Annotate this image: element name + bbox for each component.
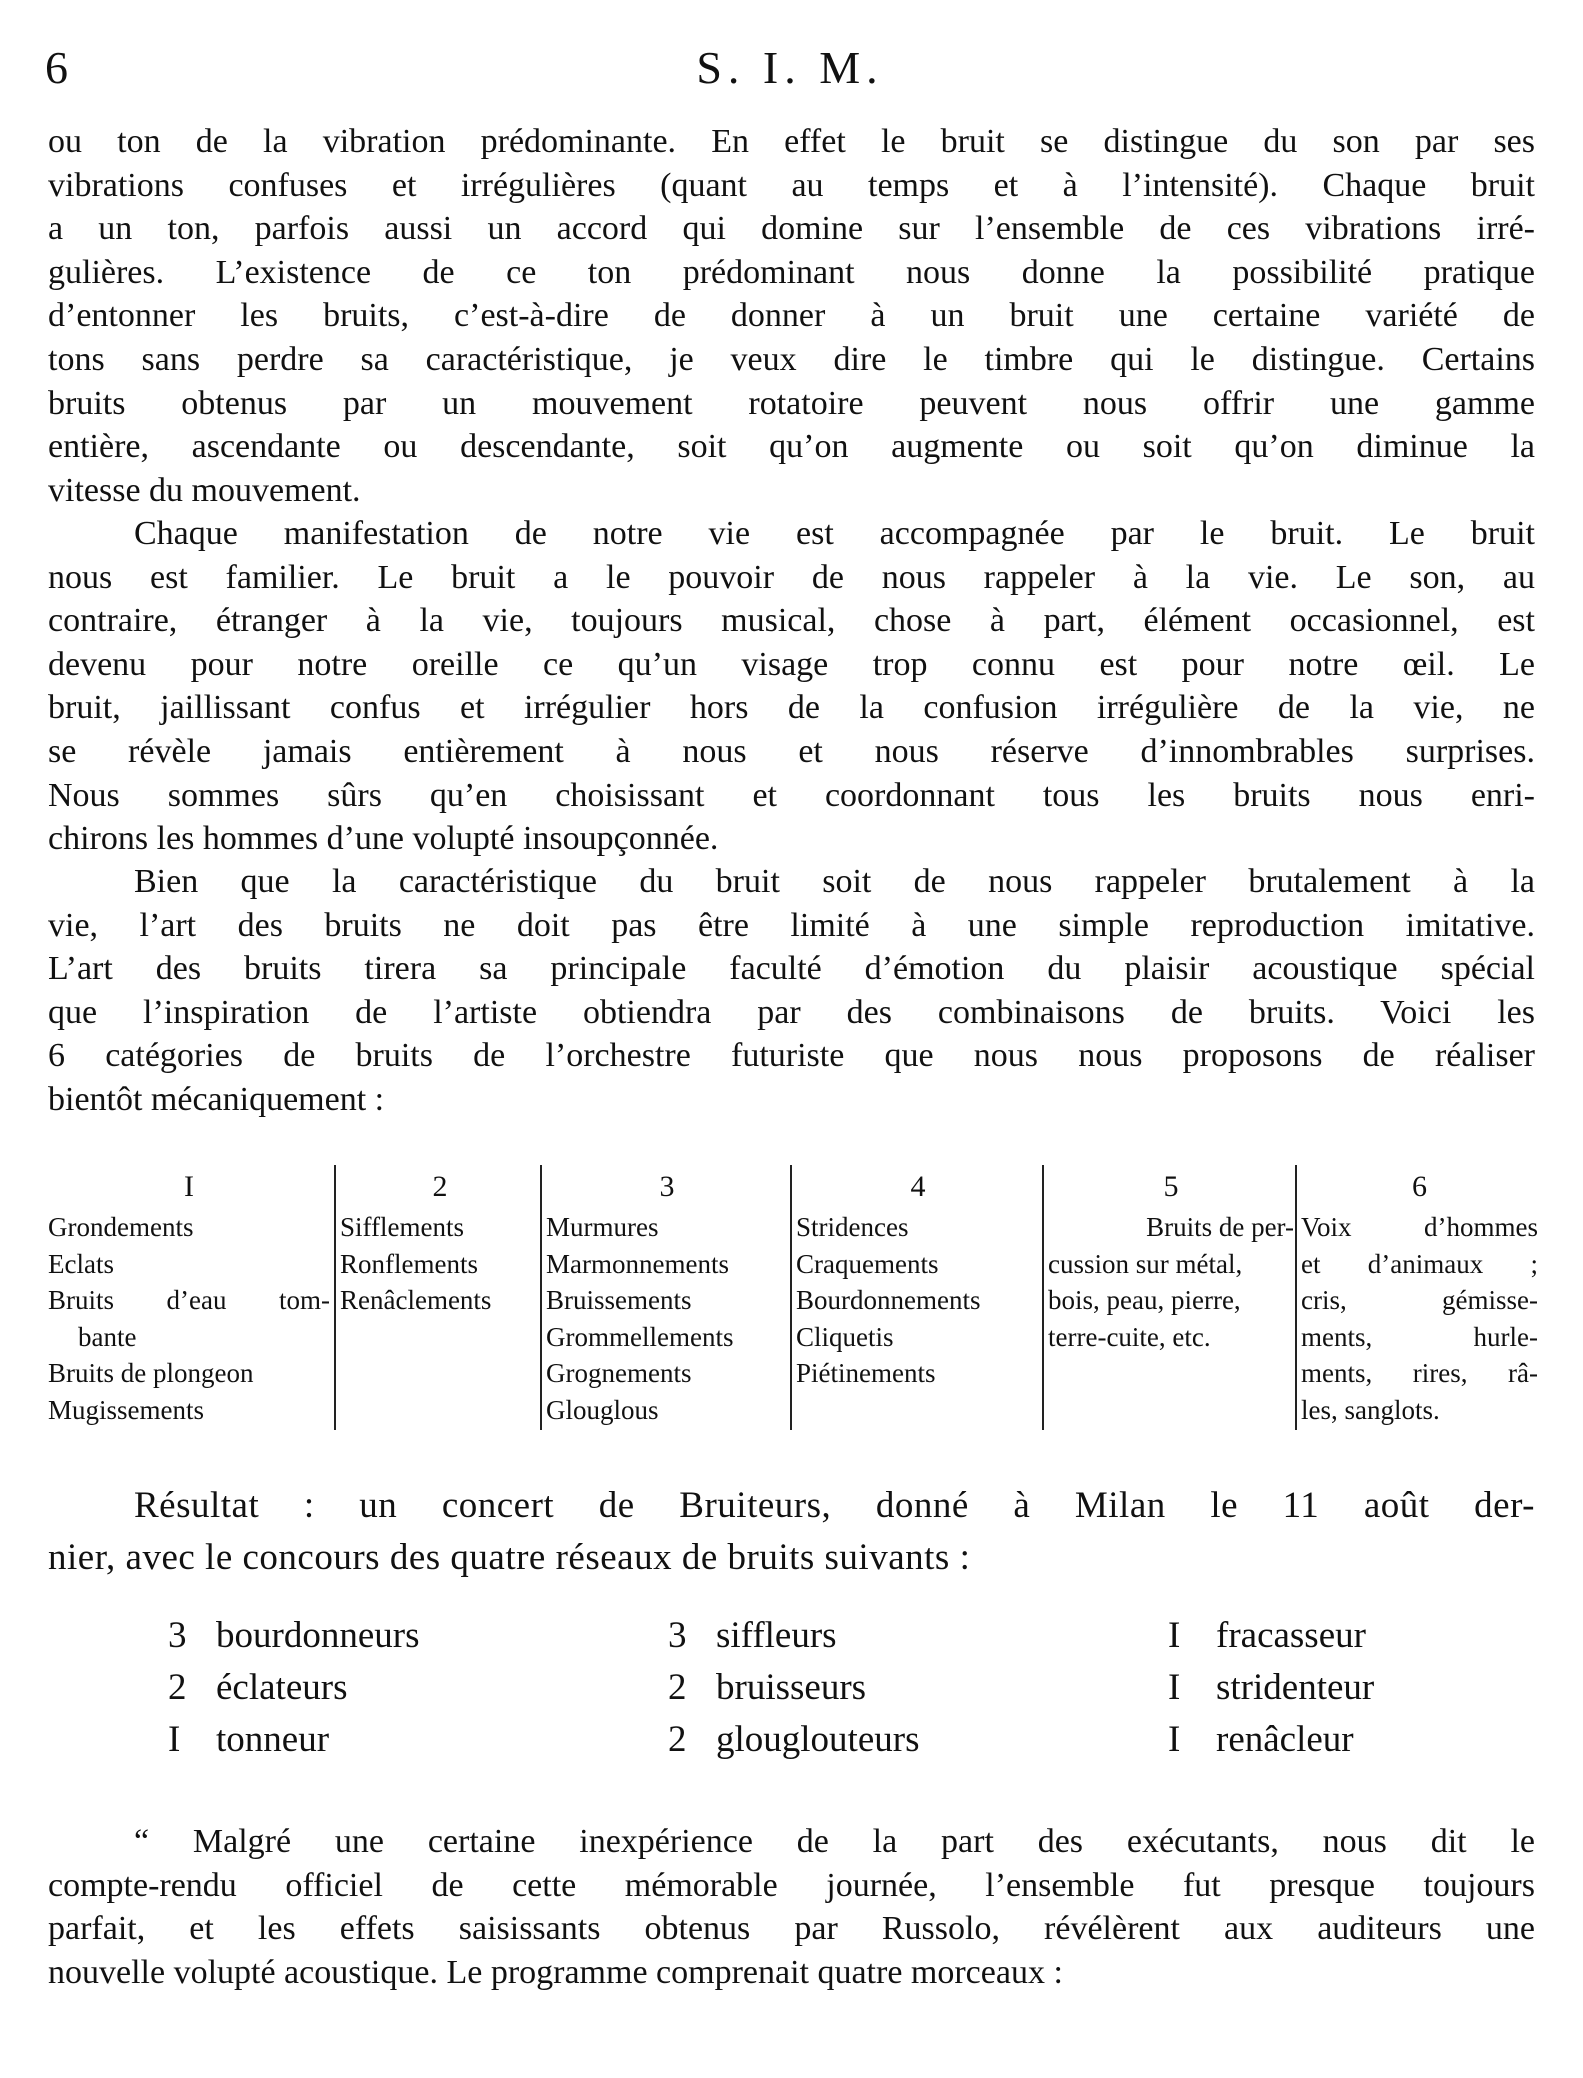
category-item: ments, hurle- xyxy=(1301,1321,1538,1352)
text-line: devenu pour notre oreille ce qu’un visage trop connu est pour notre œil. Le xyxy=(48,645,1535,683)
network-name: siffleurs xyxy=(716,1615,837,1656)
category-item: Bruits de plongeon xyxy=(48,1358,254,1388)
text-line: tons sans perdre sa caractéristique, je veux dire le timbre qui le distingue. Certains xyxy=(48,340,1535,378)
text-line: bruits obtenus par un mouvement rotatoire peuvent nous offrir une gamme xyxy=(48,384,1535,422)
category-item: Grognements xyxy=(546,1358,692,1388)
category-item: bois, peau, pierre, xyxy=(1048,1285,1241,1315)
category-item: Ronflements xyxy=(340,1248,478,1279)
text-line: vibrations confuses et irrégulières (quant au temps et à l’intensité). Chaque bruit xyxy=(48,166,1535,204)
category-item: Bruits de per- xyxy=(1146,1212,1294,1242)
category-item: Grommellements xyxy=(546,1321,734,1352)
paragraph-life-noise xyxy=(48,512,1535,861)
category-item: Cliquetis xyxy=(796,1321,894,1352)
text-line: nouvelle volupté acoustique. Le programme comprenait quatre morceaux : xyxy=(48,1953,1063,1991)
network-count: 2 xyxy=(668,1719,687,1760)
networks-column-2 xyxy=(668,1610,919,1766)
category-number: 5 xyxy=(1163,1170,1179,1203)
networks-column-3 xyxy=(1168,1610,1374,1766)
text-line: vie, l’art des bruits ne doit pas être limité à une simple reproduction imitative. xyxy=(48,906,1535,944)
category-item: Sifflements xyxy=(340,1212,464,1242)
paragraph-art-of-noises xyxy=(48,860,1535,1122)
text-line: bientôt mécaniquement : xyxy=(48,1080,385,1118)
network-name: glouglouteurs xyxy=(716,1719,920,1760)
category-item: ments, rires, râ- xyxy=(1301,1358,1538,1388)
noise-categories-table xyxy=(48,1165,1538,1435)
category-item: Bruits d’eau tom- xyxy=(48,1285,330,1315)
network-count: 3 xyxy=(168,1615,187,1656)
network-item xyxy=(1168,1662,1374,1714)
quote-paragraph xyxy=(48,1820,1535,1994)
category-number: 3 xyxy=(659,1170,675,1203)
category-item: Piétinements xyxy=(796,1358,936,1388)
network-item xyxy=(168,1610,419,1662)
category-column-5 xyxy=(1048,1165,1294,1435)
text-line: Nous sommes sûrs qu’en choisissant et coordonnant tous les bruits nous enri- xyxy=(48,776,1535,814)
category-column-2 xyxy=(340,1165,540,1435)
category-column-1 xyxy=(48,1165,330,1435)
text-line: contraire, étranger à la vie, toujours musical, chose à part, élément occasionnel, est xyxy=(48,602,1535,640)
network-count: I xyxy=(1168,1719,1181,1760)
page-number: 6 xyxy=(45,42,68,93)
network-name: bruisseurs xyxy=(716,1667,867,1708)
network-name: éclateurs xyxy=(216,1667,348,1708)
network-item xyxy=(668,1662,919,1714)
page-header xyxy=(45,38,1535,98)
network-count: 3 xyxy=(668,1615,687,1656)
category-item: Bruissements xyxy=(546,1285,692,1315)
category-item: Craquements xyxy=(796,1248,939,1279)
text-line: entière, ascendante ou descendante, soit qu’on augmente ou soit qu’on diminue la xyxy=(48,428,1535,466)
column-divider xyxy=(1295,1165,1297,1430)
running-title: S. I. M. xyxy=(696,42,884,93)
category-item: Voix d’hommes xyxy=(1301,1212,1538,1242)
column-divider xyxy=(790,1165,792,1430)
network-name: fracasseur xyxy=(1216,1615,1366,1656)
category-item: les, sanglots. xyxy=(1301,1394,1440,1425)
network-count: 2 xyxy=(668,1667,687,1708)
text-line: que l’inspiration de l’artiste obtiendra par des combinaisons de bruits. Voici les xyxy=(48,993,1535,1031)
text-line: parfait, et les effets saisissants obtenus par Russolo, révélèrent aux auditeurs une xyxy=(48,1910,1535,1948)
network-item xyxy=(668,1610,919,1662)
text-line: nier, avec le concours des quatre réseaux de bruits suivants : xyxy=(48,1537,971,1578)
text-line: gulières. L’existence de ce ton prédominant nous donne la possibilité pratique xyxy=(48,253,1535,291)
text-line: ou ton de la vibration prédominante. En effet le bruit se distingue du son par ses xyxy=(48,123,1535,160)
text-line: L’art des bruits tirera sa principale faculté d’émotion du plaisir acoustique spécial xyxy=(48,950,1535,988)
text-line: vitesse du mouvement. xyxy=(48,471,361,509)
category-item: Marmonnements xyxy=(546,1248,729,1279)
category-item: Murmures xyxy=(546,1212,659,1242)
network-item xyxy=(168,1662,419,1714)
network-name: renâcleur xyxy=(1216,1719,1354,1760)
column-divider xyxy=(540,1165,542,1430)
text-line: Résultat : un concert de Bruiteurs, donné à Milan le 11 août der- xyxy=(134,1485,1535,1526)
network-item xyxy=(1168,1610,1374,1662)
network-count: 2 xyxy=(168,1667,187,1708)
text-line: “ Malgré une certaine inexpérience de la part des exécutants, nous dit le xyxy=(134,1823,1535,1860)
category-item: terre-cuite, etc. xyxy=(1048,1321,1211,1352)
category-number: I xyxy=(184,1170,194,1203)
category-number: 6 xyxy=(1412,1170,1427,1203)
category-item: Glouglous xyxy=(546,1394,659,1425)
network-count: I xyxy=(1168,1667,1181,1708)
network-name: bourdonneurs xyxy=(216,1615,420,1656)
text-line: se révèle jamais entièrement à nous et nous réserve d’innombrables surprises. xyxy=(48,732,1535,770)
text-line: chirons les hommes d’une volupté insoupçonnée. xyxy=(48,820,719,858)
text-line: d’entonner les bruits, c’est-à-dire de donner à un bruit une certaine variété de xyxy=(48,297,1535,335)
category-item: cussion sur métal, xyxy=(1048,1248,1243,1279)
network-name: stridenteur xyxy=(1216,1667,1375,1708)
text-line: compte-rendu officiel de cette mémorable journée, l’ensemble fut presque toujours xyxy=(48,1866,1535,1904)
column-divider xyxy=(1042,1165,1044,1430)
networks-column-1 xyxy=(168,1610,419,1766)
category-item: Bourdonnements xyxy=(796,1285,981,1315)
category-item: Stridences xyxy=(796,1212,909,1242)
column-divider xyxy=(334,1165,336,1430)
text-line: nous est familier. Le bruit a le pouvoir de nous rappeler à la vie. Le son, au xyxy=(48,558,1535,596)
category-item: cris, gémisse- xyxy=(1301,1285,1538,1315)
category-item: Grondements xyxy=(48,1212,194,1242)
category-column-4 xyxy=(796,1165,1040,1435)
category-item: Mugissements xyxy=(48,1394,205,1425)
network-count: I xyxy=(1168,1615,1181,1656)
category-item: Renâclements xyxy=(340,1285,492,1315)
category-item: bante xyxy=(78,1321,137,1352)
text-line: 6 catégories de bruits de l’orchestre futuriste que nous nous proposons de réaliser xyxy=(48,1037,1535,1075)
network-item xyxy=(168,1714,419,1766)
network-item xyxy=(668,1714,919,1766)
paragraph-noise-tone xyxy=(48,120,1535,512)
text-line: bruit, jaillissant confus et irrégulier hors de la confusion irrégulière de la vie, ne xyxy=(48,689,1535,727)
category-item: et d’animaux ; xyxy=(1301,1248,1538,1279)
category-number: 4 xyxy=(910,1170,926,1203)
category-number: 2 xyxy=(432,1170,448,1203)
text-line: a un ton, parfois aussi un accord qui domine sur l’ensemble de ces vibrations irré- xyxy=(48,210,1535,248)
category-column-3 xyxy=(546,1165,788,1435)
network-name: tonneur xyxy=(216,1719,330,1760)
network-count: I xyxy=(168,1719,181,1760)
category-column-6 xyxy=(1301,1165,1538,1435)
category-item: Eclats xyxy=(48,1248,114,1279)
network-item xyxy=(1168,1714,1374,1766)
text-line: Chaque manifestation de notre vie est accompagnée par le bruit. Le bruit xyxy=(134,515,1535,552)
text-line: Bien que la caractéristique du bruit soit de nous rappeler brutalement à la xyxy=(134,863,1535,900)
result-paragraph xyxy=(48,1480,1535,1584)
